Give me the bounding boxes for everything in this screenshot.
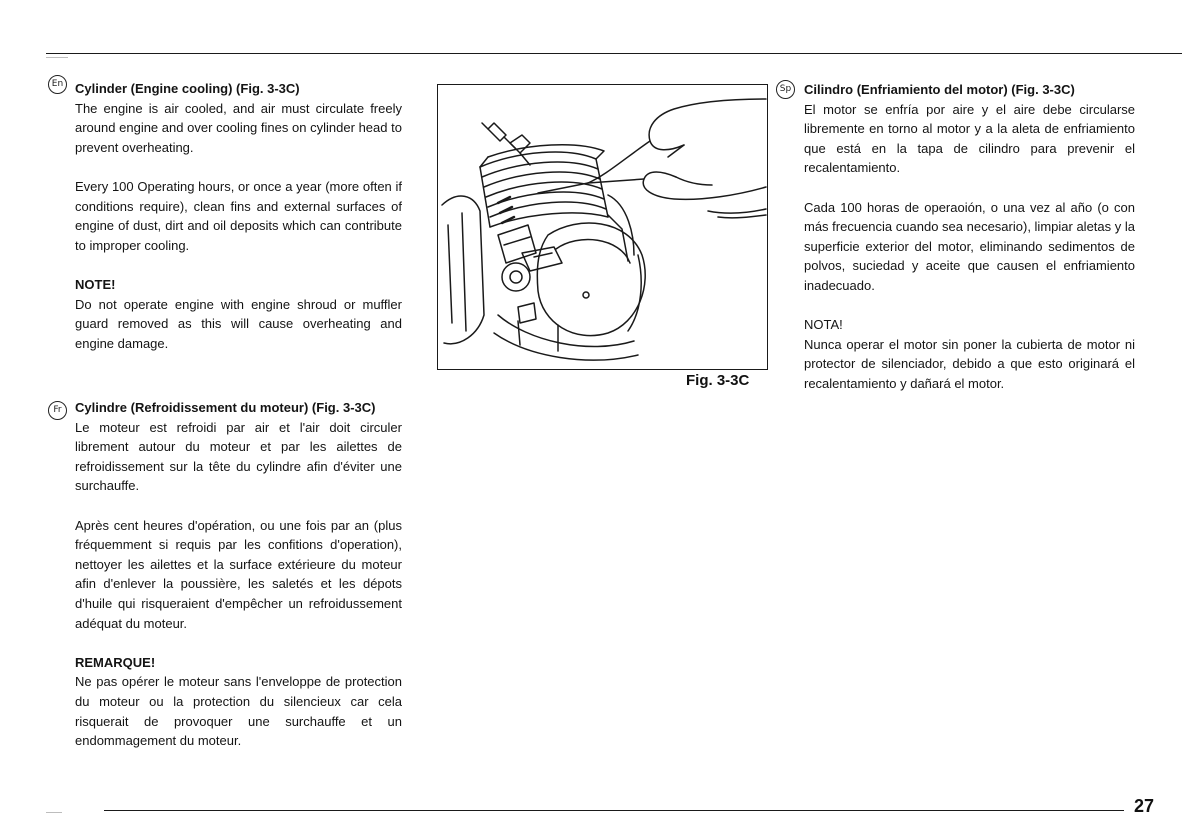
- spanish-paragraph-1: El motor se enfría por aire y el aire debe circularse libremente en torno al motor y a la aleta de enfriamiento que está en la tapa de cilindro para prevenir el recalentamiento.: [804, 101, 1135, 176]
- english-language-icon: En: [48, 75, 67, 94]
- english-section: [75, 79, 402, 353]
- spanish-paragraph-2: Cada 100 horas de operaoión, o una vez al año (o con más frecuencia cuando sea necesario), limpiar aletas y la superficie exterior del motor, eliminando sedimentos de polvos, suciedad y aceite que causen el enfriamiento inadecuado.: [804, 199, 1135, 293]
- bottom-rule: [104, 810, 1124, 811]
- spanish-language-icon: Sp: [776, 80, 795, 99]
- spanish-note-text: Nunca operar el motor sin poner la cubierta de motor ni protector de silenciador, debido a que esto originará el recalentamiento y dañará el motor.: [804, 336, 1135, 391]
- french-heading: Cylindre (Refroidissement du moteur) (Fig. 3-3C): [75, 400, 376, 415]
- spanish-heading: Cilindro (Enfriamiento del motor) (Fig. 3-3C): [804, 82, 1075, 97]
- french-paragraph-1: Le moteur est refroidi par air et l'air doit circuler librement autour du moteur et par les ailettes de refroidissement sur la tête du cylindre afin d'éviter une surchauffe.: [75, 419, 402, 494]
- french-note-title: REMARQUE!: [75, 654, 156, 670]
- french-language-icon: Fr: [48, 401, 67, 420]
- figure-frame: [437, 84, 768, 370]
- french-paragraph-2: Après cent heures d'opération, ou une fois par an (plus fréquemment si requis par les confitions d'operation), nettoyer les ailettes et la surface extérieure du moteur afin d'enlever la poussière, les saletés et les dépots d'huile qui risqueraient d'empêcher un refroidussement adéquat du moteur.: [75, 517, 402, 631]
- english-paragraph-1: The engine is air cooled, and air must circulate freely around engine and over cooling fines on cylinder head to prevent overheating.: [75, 100, 402, 155]
- english-note-title: NOTE!: [75, 276, 116, 292]
- top-rule: [46, 53, 1182, 54]
- spanish-section: [804, 80, 1135, 394]
- bottom-rule-stub: [46, 812, 62, 813]
- page-number: 27: [1134, 796, 1155, 816]
- english-heading: Cylinder (Engine cooling) (Fig. 3-3C): [75, 81, 300, 96]
- english-note-text: Do not operate engine with engine shroud or muffler guard removed as this will cause overheating and engine damage.: [75, 296, 402, 351]
- french-section: [75, 398, 402, 751]
- spanish-note-title: NOTA!: [804, 317, 843, 333]
- figure-caption: Fig. 3-3C: [686, 372, 750, 389]
- engine-cylinder-cleaning-illustration: [438, 85, 767, 369]
- french-note-text: Ne pas opérer le moteur sans l'enveloppe de protection du moteur ou la protection du silencieux car cela risquerait de provoquer une surchauffe et un endommagement du moteur.: [75, 674, 402, 749]
- english-paragraph-2: Every 100 Operating hours, or once a year (more often if conditions require), clean fins and external surfaces of engine of dust, dirt and oil deposits which can contribute to improper cooling.: [75, 178, 402, 253]
- top-rule-stub: [46, 57, 68, 58]
